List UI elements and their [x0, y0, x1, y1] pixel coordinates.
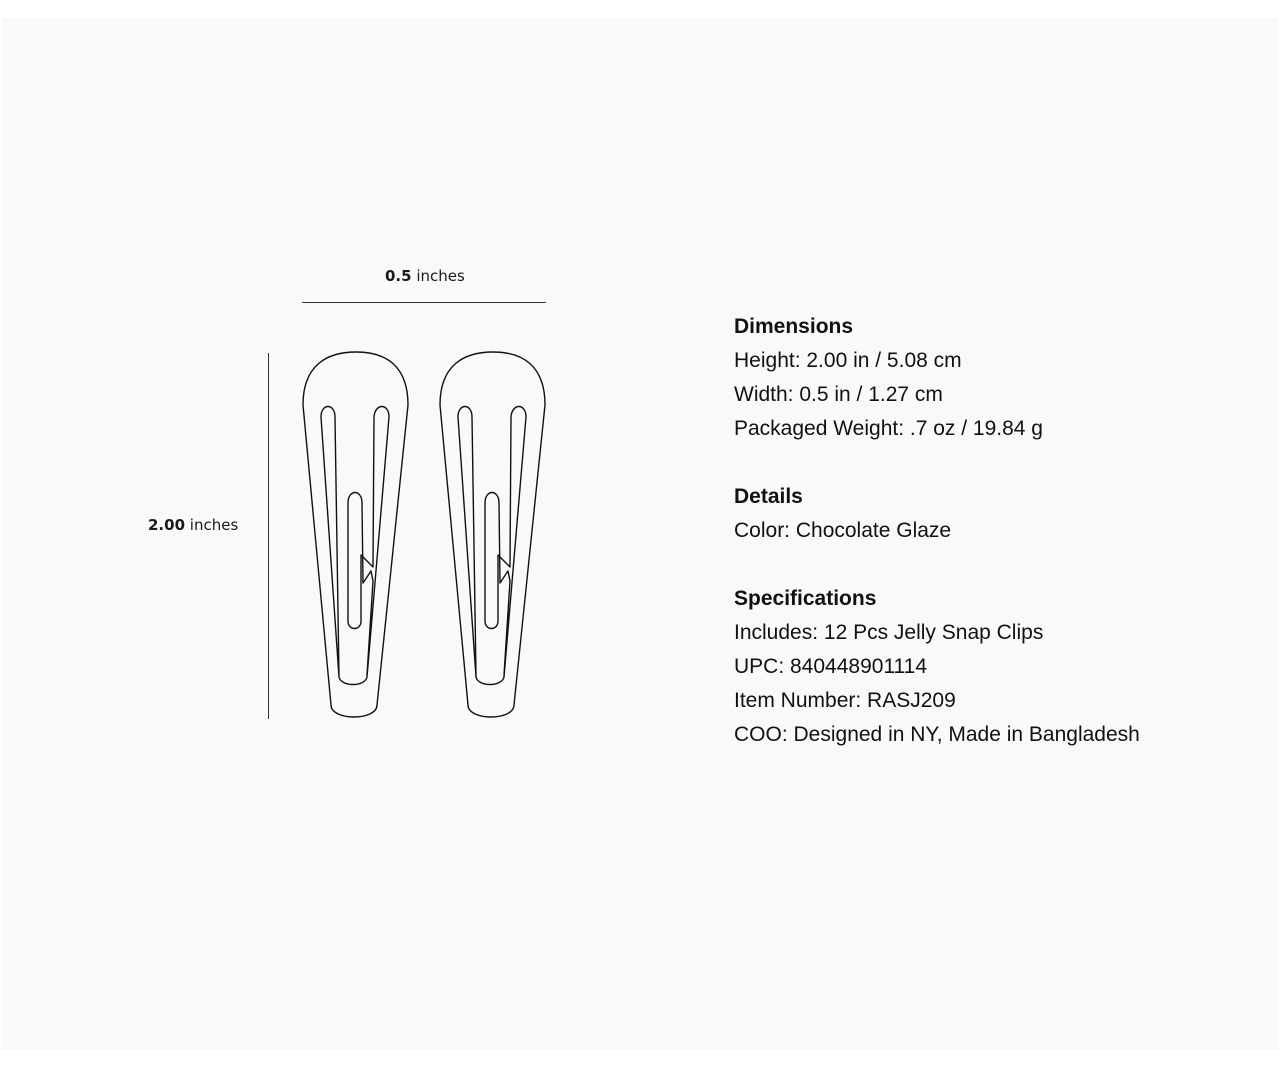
weight-spec: Packaged Weight: .7 oz / 19.84 g	[734, 417, 1043, 440]
height-spec: Height: 2.00 in / 5.08 cm	[734, 349, 962, 372]
specifications-heading: Specifications	[734, 587, 877, 610]
details-heading: Details	[734, 485, 803, 508]
snap-clip-left	[303, 352, 408, 717]
color-spec: Color: Chocolate Glaze	[734, 519, 952, 542]
product-specs	[734, 310, 1254, 786]
specifications-section	[734, 582, 1254, 752]
height-dimension-label	[148, 516, 238, 534]
dimensions-section	[734, 310, 1254, 446]
details-section	[734, 480, 1254, 548]
item-number-spec: Item Number: RASJ209	[734, 689, 956, 712]
height-dimension-line	[268, 353, 269, 719]
height-unit: inches	[185, 516, 239, 534]
width-spec: Width: 0.5 in / 1.27 cm	[734, 383, 943, 406]
upc-spec: UPC: 840448901114	[734, 655, 928, 678]
width-dimension-line	[302, 302, 546, 303]
width-unit: inches	[411, 267, 465, 285]
width-dimension-label	[385, 267, 465, 285]
snap-clip-right	[440, 352, 545, 717]
snap-clips-illustration	[295, 345, 555, 730]
width-value: 0.5	[385, 267, 412, 285]
height-value: 2.00	[148, 516, 186, 534]
coo-spec: COO: Designed in NY, Made in Bangladesh	[734, 723, 1140, 746]
dimensions-heading: Dimensions	[734, 315, 854, 338]
includes-spec: Includes: 12 Pcs Jelly Snap Clips	[734, 621, 1044, 644]
